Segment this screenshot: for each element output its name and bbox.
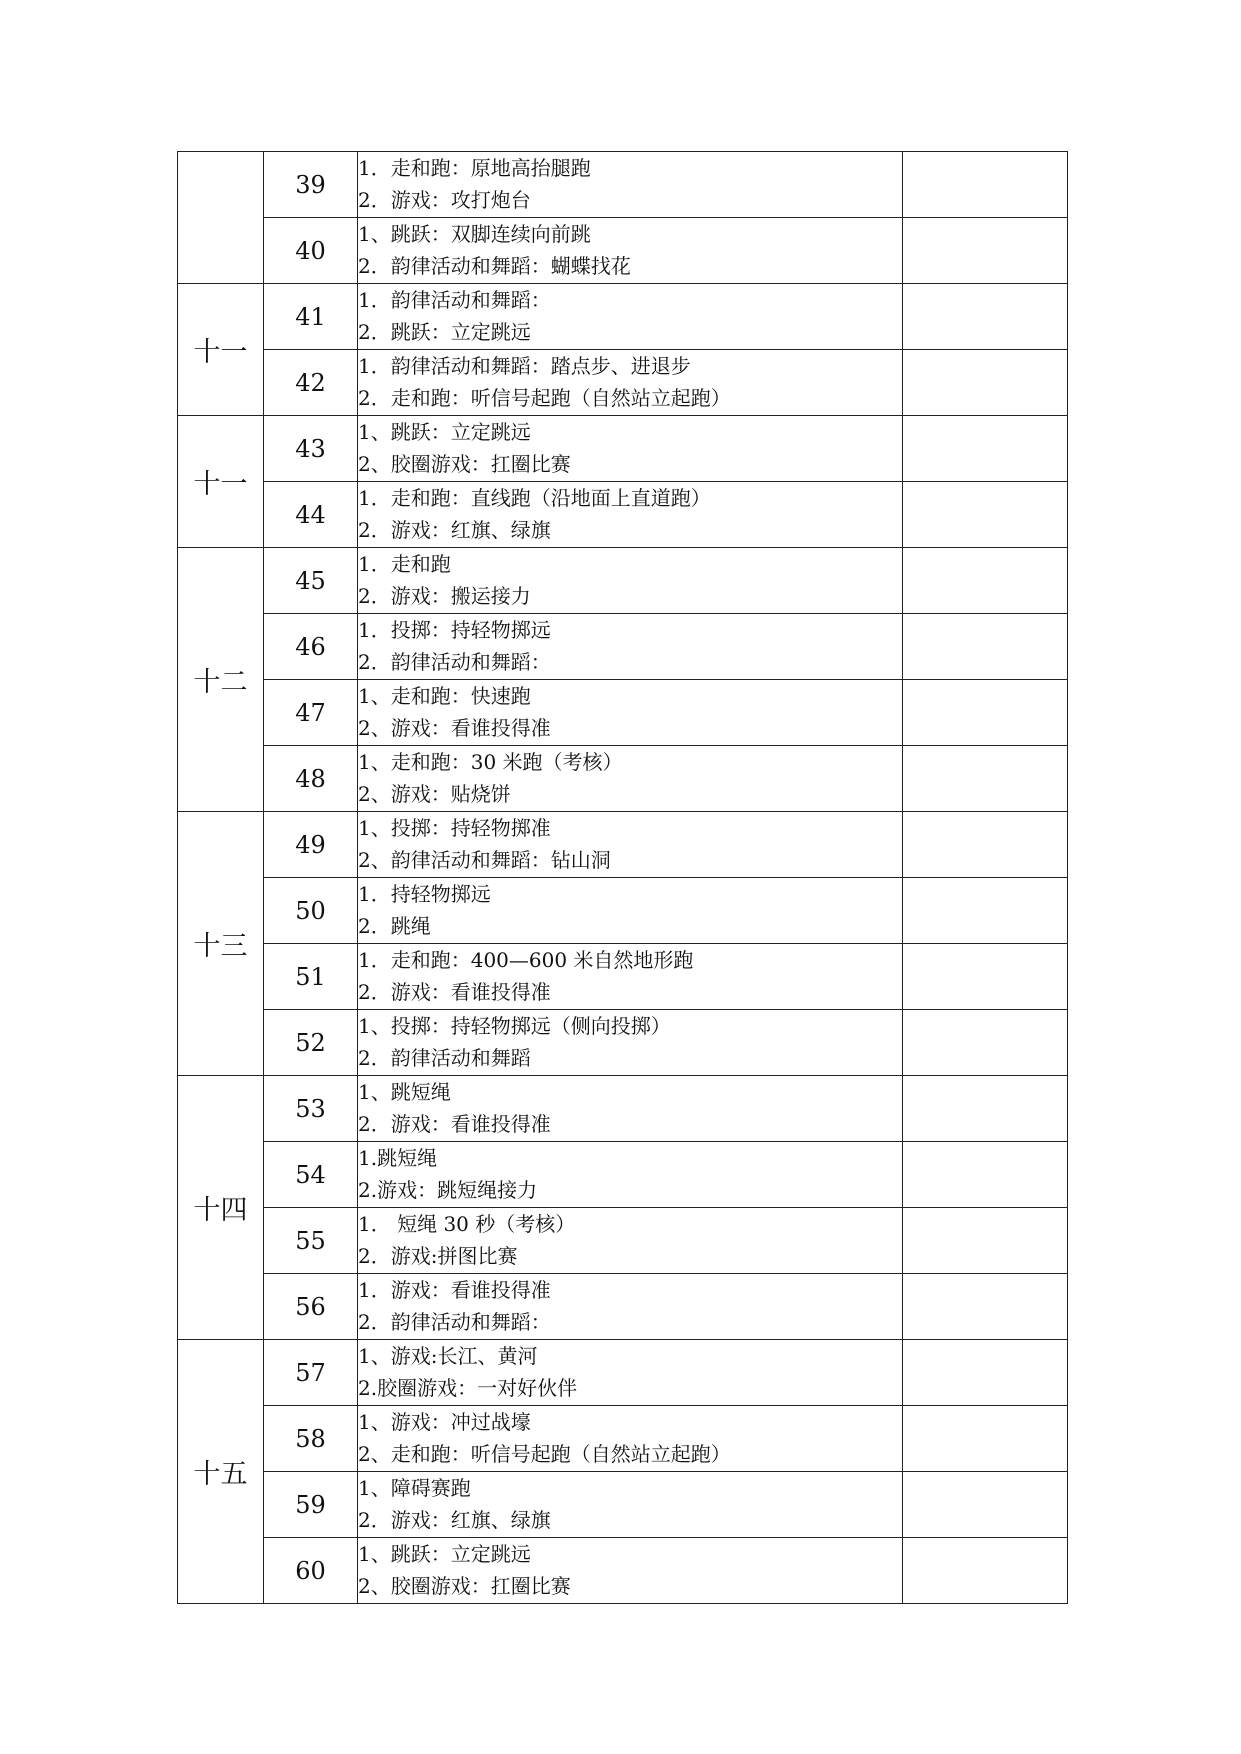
content-line: 1、跳跃：双脚连续向前跳 (358, 222, 591, 246)
notes-cell (903, 680, 1068, 746)
content-line: 2、韵律活动和舞蹈：钻山洞 (358, 848, 611, 872)
lesson-content (358, 746, 903, 812)
content-line: 1．走和跑：原地高抬腿跑 (358, 156, 591, 180)
table-row (178, 1076, 1068, 1142)
content-line: 1、投掷：持轻物掷远（侧向投掷） (358, 1014, 671, 1038)
content-line: 2．走和跑：听信号起跑（自然站立起跑） (358, 386, 731, 410)
content-line: 2、胶圈游戏：扛圈比赛 (358, 1574, 571, 1598)
week-label: 十三 (178, 812, 264, 1076)
notes-cell (903, 944, 1068, 1010)
table-row (178, 812, 1068, 878)
content-line: 2、走和跑：听信号起跑（自然站立起跑） (358, 1442, 731, 1466)
notes-cell (903, 1208, 1068, 1274)
lesson-content (358, 944, 903, 1010)
notes-cell (903, 1142, 1068, 1208)
lesson-number: 41 (264, 284, 358, 350)
table-row (178, 284, 1068, 350)
lesson-number: 45 (264, 548, 358, 614)
lesson-number: 51 (264, 944, 358, 1010)
notes-cell (903, 152, 1068, 218)
lesson-content (358, 1076, 903, 1142)
week-label: 十二 (178, 548, 264, 812)
lesson-content (358, 1010, 903, 1076)
content-line: 1．持轻物掷远 (358, 882, 491, 906)
content-line: 2．韵律活动和舞蹈： (358, 650, 551, 674)
lesson-content (358, 1142, 903, 1208)
notes-cell (903, 614, 1068, 680)
table-row (178, 746, 1068, 812)
content-line: 2、胶圈游戏：扛圈比赛 (358, 452, 571, 476)
lesson-schedule-table (177, 151, 1068, 1604)
lesson-content (358, 878, 903, 944)
lesson-content (358, 548, 903, 614)
lesson-content (358, 152, 903, 218)
table-row (178, 1208, 1068, 1274)
content-line: 1．走和跑：直线跑（沿地面上直道跑） (358, 486, 711, 510)
content-line: 1．韵律活动和舞蹈： (358, 288, 551, 312)
lesson-number: 57 (264, 1340, 358, 1406)
lesson-content (358, 284, 903, 350)
week-label: 十一 (178, 284, 264, 416)
notes-cell (903, 1472, 1068, 1538)
lesson-number: 46 (264, 614, 358, 680)
table-row (178, 1472, 1068, 1538)
notes-cell (903, 812, 1068, 878)
notes-cell (903, 482, 1068, 548)
lesson-number: 49 (264, 812, 358, 878)
lesson-content (358, 812, 903, 878)
notes-cell (903, 218, 1068, 284)
content-line: 2．游戏：红旗、绿旗 (358, 1508, 551, 1532)
content-line: 1、跳跃：立定跳远 (358, 1542, 531, 1566)
table-row (178, 680, 1068, 746)
notes-cell (903, 284, 1068, 350)
content-line: 1、投掷：持轻物掷准 (358, 816, 551, 840)
lesson-content (358, 1274, 903, 1340)
lesson-content (358, 1538, 903, 1604)
content-line: 2．游戏：红旗、绿旗 (358, 518, 551, 542)
lesson-number: 58 (264, 1406, 358, 1472)
content-line: 1．走和跑：400—600 米自然地形跑 (358, 948, 694, 972)
content-line: 1．走和跑 (358, 552, 451, 576)
content-line: 2．韵律活动和舞蹈： (358, 1310, 551, 1334)
week-label: 十四 (178, 1076, 264, 1340)
lesson-number: 54 (264, 1142, 358, 1208)
content-line: 1、走和跑：快速跑 (358, 684, 531, 708)
notes-cell (903, 548, 1068, 614)
content-line: 1、障碍赛跑 (358, 1476, 471, 1500)
notes-cell (903, 1538, 1068, 1604)
lesson-content (358, 1208, 903, 1274)
notes-cell (903, 1010, 1068, 1076)
content-line: 1、跳跃：立定跳远 (358, 420, 531, 444)
content-line: 2．游戏：攻打炮台 (358, 188, 531, 212)
lesson-number: 42 (264, 350, 358, 416)
week-label: 十一 (178, 416, 264, 548)
lesson-content (358, 1340, 903, 1406)
table-row (178, 1274, 1068, 1340)
table-row (178, 1406, 1068, 1472)
table-row (178, 878, 1068, 944)
table-row (178, 548, 1068, 614)
content-line: 1、游戏：冲过战壕 (358, 1410, 531, 1434)
table-row (178, 1010, 1068, 1076)
content-line: 2．游戏:拼图比赛 (358, 1244, 518, 1268)
table-row (178, 350, 1068, 416)
content-line: 2．跳绳 (358, 914, 431, 938)
table-row (178, 482, 1068, 548)
notes-cell (903, 878, 1068, 944)
lesson-number: 59 (264, 1472, 358, 1538)
content-line: 2.胶圈游戏：一对好伙伴 (358, 1376, 578, 1400)
lesson-number: 40 (264, 218, 358, 284)
lesson-number: 60 (264, 1538, 358, 1604)
content-line: 2.游戏：跳短绳接力 (358, 1178, 538, 1202)
lesson-content (358, 680, 903, 746)
lesson-content (358, 416, 903, 482)
lesson-content (358, 218, 903, 284)
lesson-number: 52 (264, 1010, 358, 1076)
lesson-number: 39 (264, 152, 358, 218)
lesson-content (358, 482, 903, 548)
lesson-content (358, 1406, 903, 1472)
table-row (178, 1142, 1068, 1208)
content-line: 1.跳短绳 (358, 1146, 438, 1170)
table-row (178, 1538, 1068, 1604)
lesson-number: 53 (264, 1076, 358, 1142)
content-line: 1．游戏：看谁投得准 (358, 1278, 551, 1302)
content-line: 2．韵律活动和舞蹈 (358, 1046, 531, 1070)
content-line: 2．跳跃：立定跳远 (358, 320, 531, 344)
notes-cell (903, 416, 1068, 482)
table-row (178, 152, 1068, 218)
lesson-number: 43 (264, 416, 358, 482)
content-line: 1、走和跑：30 米跑（考核） (358, 750, 623, 774)
content-line: 2、游戏：贴烧饼 (358, 782, 511, 806)
lesson-number: 55 (264, 1208, 358, 1274)
table-row (178, 1340, 1068, 1406)
content-line: 2．游戏：看谁投得准 (358, 1112, 551, 1136)
lesson-number: 48 (264, 746, 358, 812)
content-line: 1． 短绳 30 秒（考核） (358, 1212, 576, 1236)
lesson-number: 56 (264, 1274, 358, 1340)
schedule-body (178, 152, 1068, 1604)
content-line: 2．游戏：看谁投得准 (358, 980, 551, 1004)
content-line: 2．游戏：搬运接力 (358, 584, 531, 608)
table-row (178, 614, 1068, 680)
lesson-number: 47 (264, 680, 358, 746)
week-label (178, 152, 264, 284)
lesson-number: 50 (264, 878, 358, 944)
lesson-number: 44 (264, 482, 358, 548)
content-line: 1、游戏:长江、黄河 (358, 1344, 538, 1368)
notes-cell (903, 1274, 1068, 1340)
table-row (178, 416, 1068, 482)
lesson-content (358, 1472, 903, 1538)
lesson-content (358, 350, 903, 416)
content-line: 1．韵律活动和舞蹈：踏点步、进退步 (358, 354, 691, 378)
content-line: 2．韵律活动和舞蹈：蝴蝶找花 (358, 254, 631, 278)
notes-cell (903, 1406, 1068, 1472)
notes-cell (903, 746, 1068, 812)
notes-cell (903, 1340, 1068, 1406)
content-line: 2、游戏：看谁投得准 (358, 716, 551, 740)
content-line: 1、跳短绳 (358, 1080, 451, 1104)
lesson-content (358, 614, 903, 680)
week-label: 十五 (178, 1340, 264, 1604)
content-line: 1．投掷：持轻物掷远 (358, 618, 551, 642)
table-row (178, 944, 1068, 1010)
notes-cell (903, 1076, 1068, 1142)
table-row (178, 218, 1068, 284)
notes-cell (903, 350, 1068, 416)
